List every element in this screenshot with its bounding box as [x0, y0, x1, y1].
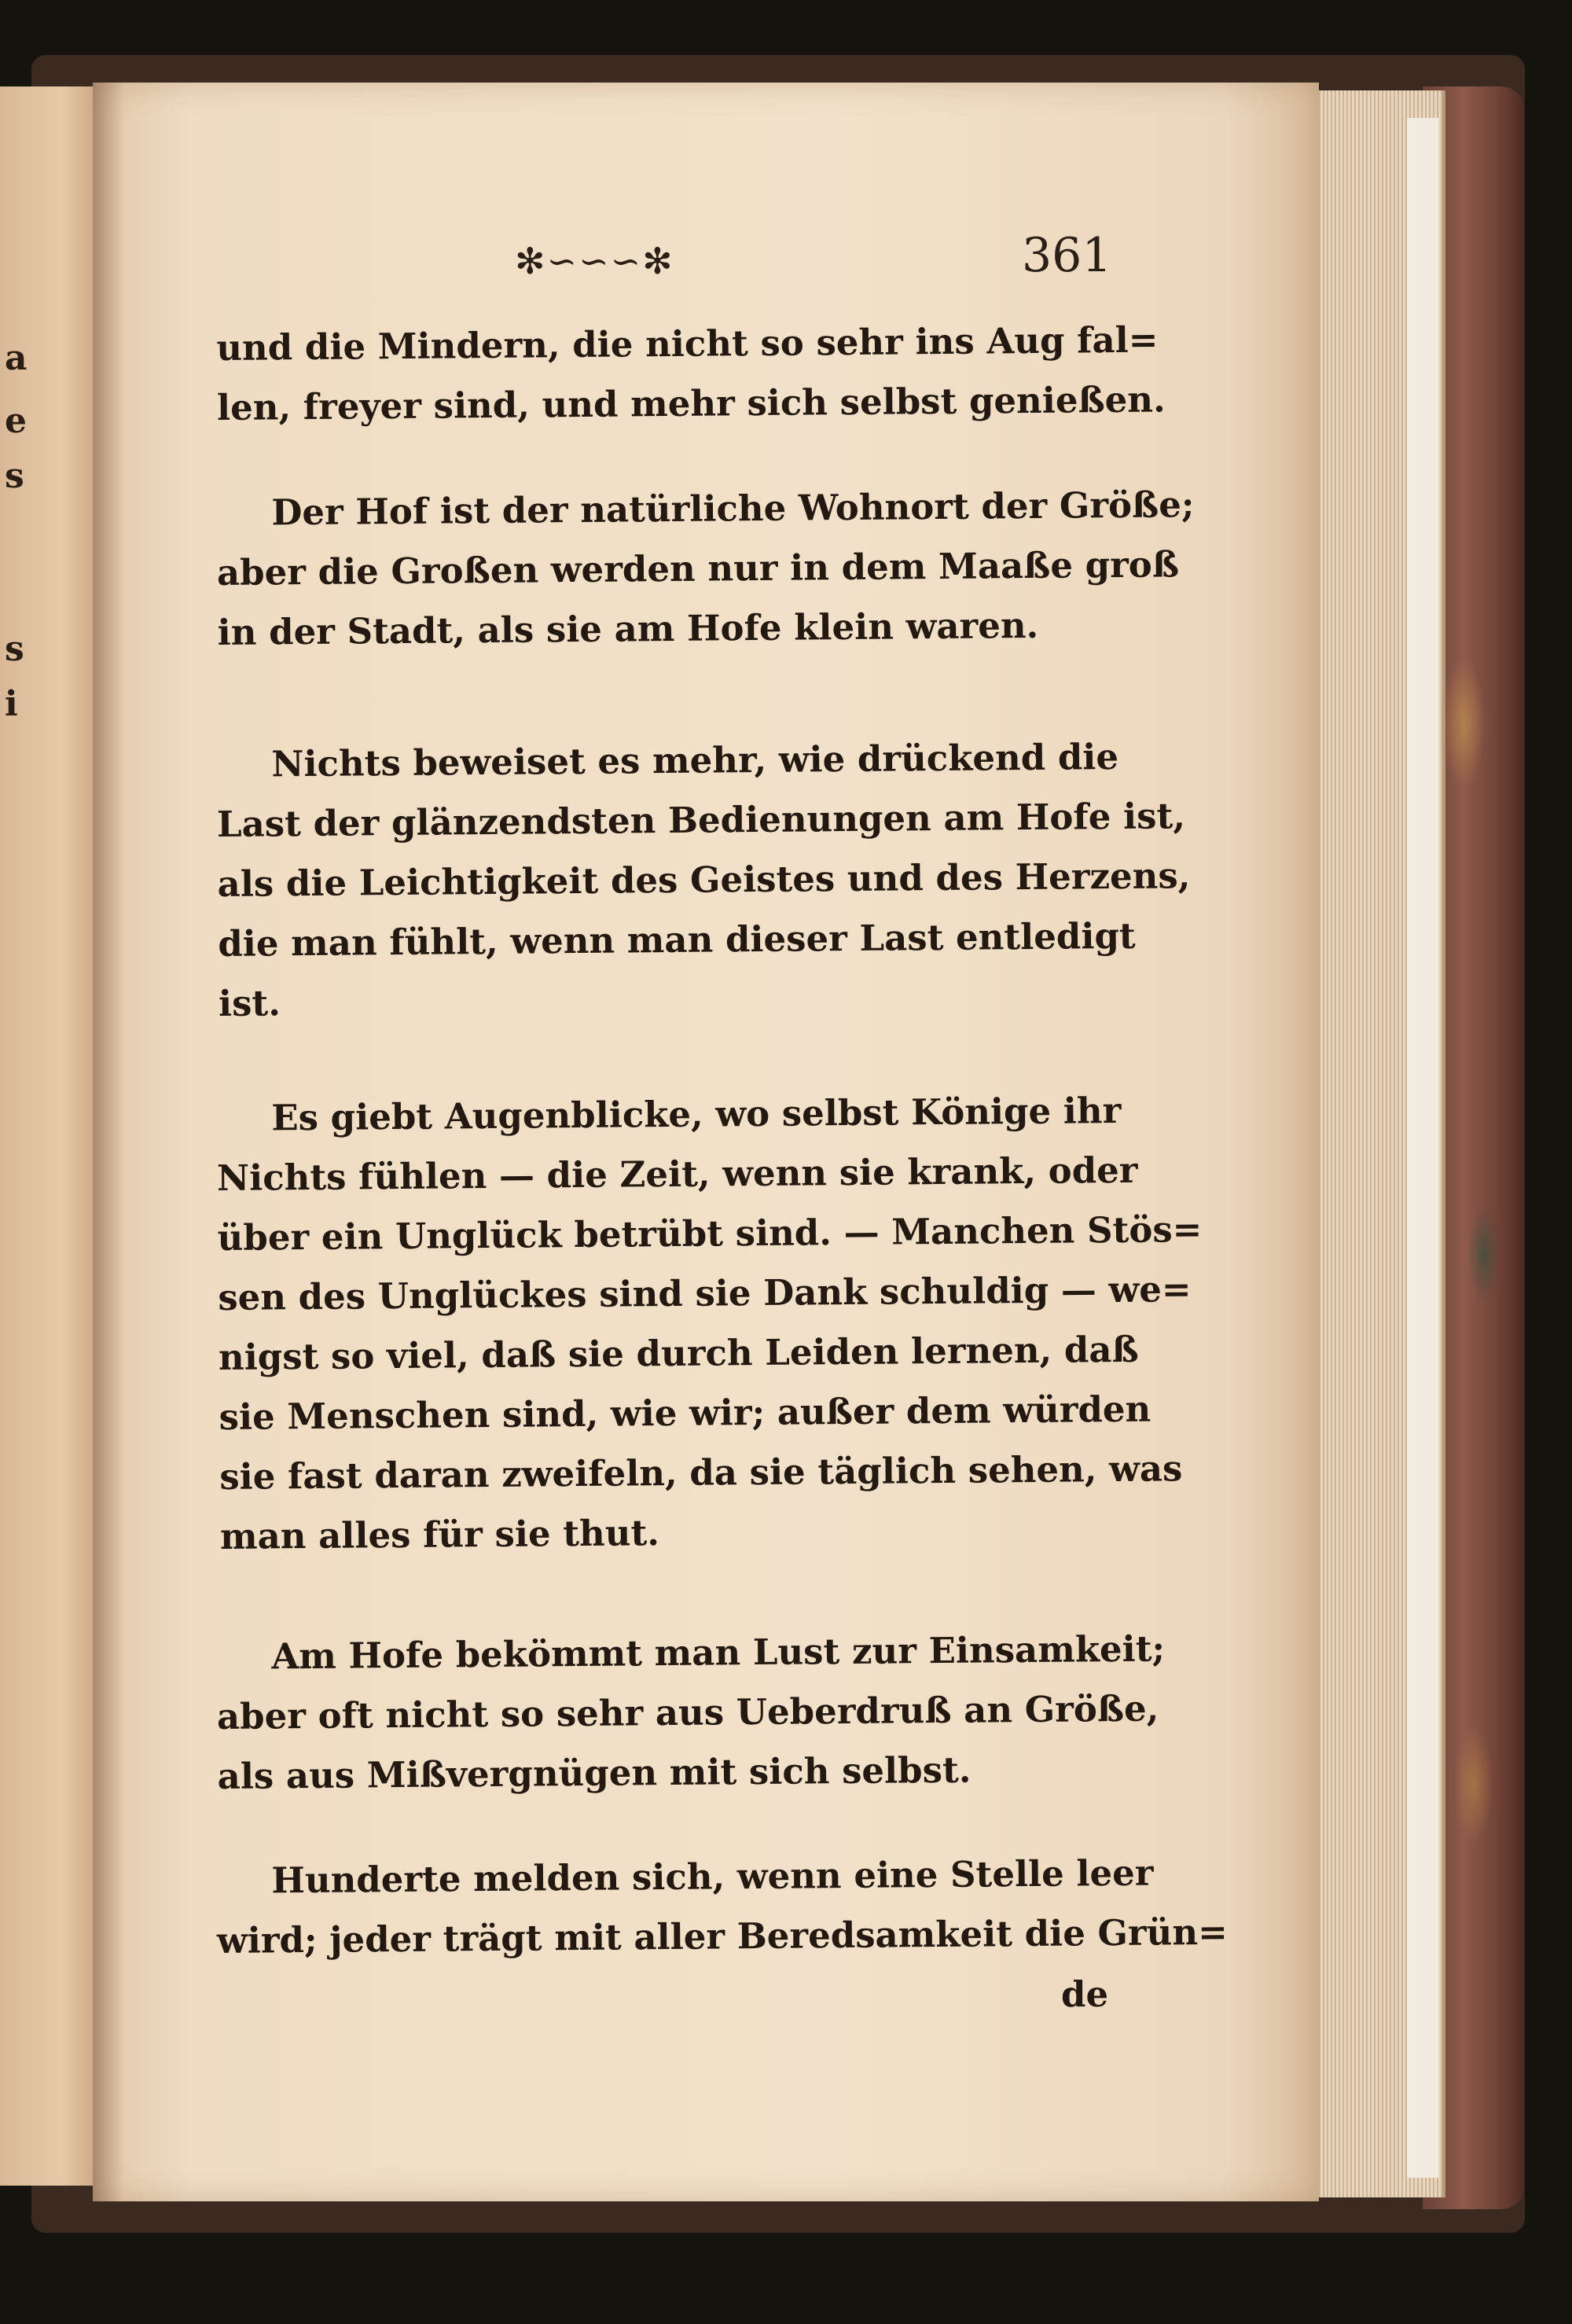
text-line: nigst so viel, daß sie durch Leiden lernen, daß	[218, 1328, 1139, 1378]
paragraph-4	[216, 1081, 1203, 1567]
paragraph-2	[216, 476, 1195, 663]
text-line: über ein Unglück betrübt sind. — Manchen Stös=	[217, 1208, 1203, 1259]
text-line: die man fühlt, wenn man dieser Last entledigt	[218, 914, 1136, 965]
page-stack-edge	[1407, 118, 1438, 2178]
text-line: sie Menschen sind, wie wir; außer dem würden	[219, 1388, 1151, 1438]
paragraph-1	[216, 311, 1166, 438]
left-page-fragment: a	[5, 338, 28, 378]
text-line: sie fast daran zweifeln, da sie täglich sehen, was	[219, 1447, 1183, 1498]
text-line: Nichts beweiset es mehr, wie drückend die	[271, 735, 1119, 785]
text-line: Am Hofe bekömmt man Lust zur Einsamkeit;	[271, 1627, 1166, 1678]
text-line: Es giebt Augenblicke, wo selbst Könige ihr	[271, 1089, 1122, 1139]
text-line: und die Mindern, die nicht so sehr ins Aug fal=	[216, 318, 1159, 369]
left-page-fragment: s	[5, 629, 24, 669]
text-line: Nichts fühlen — die Zeit, wenn sie krank, oder	[216, 1149, 1138, 1199]
text-line: len, freyer sind, und mehr sich selbst genießen.	[216, 378, 1166, 428]
left-page-fragment: e	[5, 401, 27, 441]
gutter-shadow	[93, 83, 124, 2201]
header-ornament: ✻∽∽∽✻	[515, 240, 674, 282]
left-page	[0, 86, 105, 2186]
text-line: aber oft nicht so sehr aus Ueberdruß an Größe,	[216, 1687, 1159, 1737]
left-page-fragment: s	[5, 456, 24, 496]
text-line: Der Hof ist der natürliche Wohnort der Größe;	[271, 484, 1195, 534]
paragraph-3	[216, 727, 1191, 1034]
text-line: aber die Großen werden nur in dem Maaße groß	[216, 543, 1180, 594]
text-line: Last der glänzendsten Bedienungen am Hofe ist,	[216, 795, 1186, 845]
text-line: als die Leichtigkeit des Geistes und des Herzens,	[217, 855, 1191, 905]
text-line: Hunderte melden sich, wenn eine Stelle leer	[271, 1851, 1154, 1902]
text-line: sen des Unglückes sind sie Dank schuldig — we=	[218, 1268, 1192, 1318]
text-line: ist.	[218, 982, 281, 1024]
left-page-fragment: i	[5, 684, 18, 724]
catchword: de	[1061, 1973, 1109, 2015]
paragraph-5	[216, 1620, 1166, 1807]
paragraph-6	[216, 1844, 1229, 1971]
page-number: 361	[1022, 228, 1112, 283]
text-line: wird; jeder trägt mit aller Beredsamkeit die Grün=	[216, 1910, 1229, 1962]
text-line: man alles für sie thut.	[219, 1512, 660, 1557]
text-line: als aus Mißvergnügen mit sich selbst.	[217, 1749, 971, 1797]
text-line: in der Stadt, als sie am Hofe klein waren.	[217, 604, 1039, 653]
